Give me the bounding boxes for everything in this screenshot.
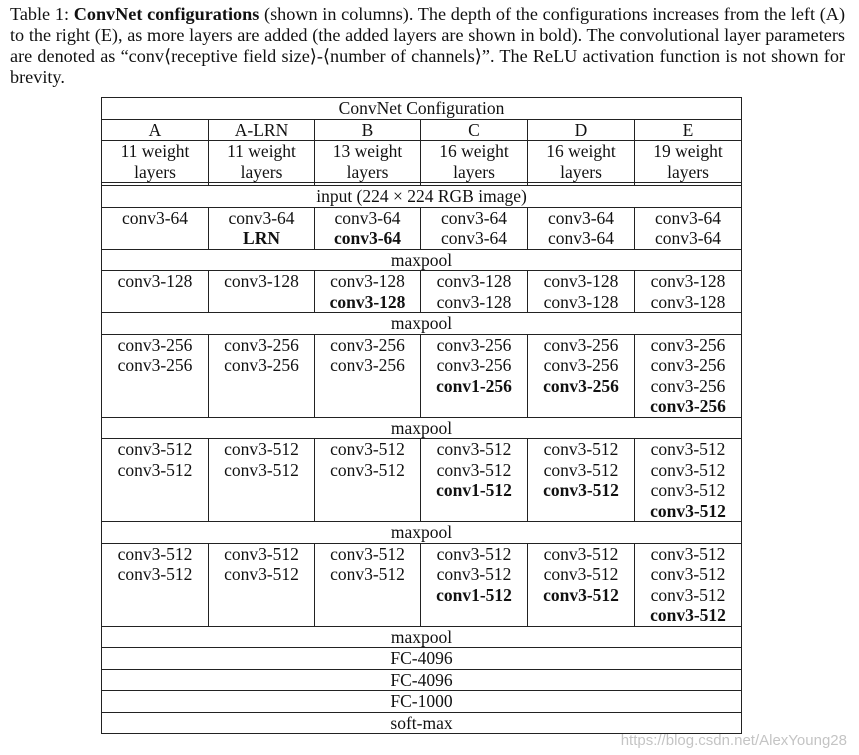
maxpool-layer: maxpool: [102, 417, 742, 439]
layer-cell: [315, 271, 421, 313]
maxpool-layer: maxpool: [102, 626, 742, 648]
classifier-layer: FC-4096: [102, 669, 742, 691]
layer: conv3-512: [543, 459, 619, 480]
layer: conv3-512: [543, 564, 619, 584]
layer-cell: [315, 439, 421, 522]
layer-cell: [209, 271, 315, 313]
layer: conv3-512: [224, 439, 299, 459]
added-layer: conv3-512: [650, 605, 726, 625]
depth-cell: [528, 141, 635, 183]
layer: conv3-128: [330, 271, 405, 291]
layer-block-row: [102, 334, 742, 417]
maxpool-layer-row: [102, 249, 742, 271]
layer: conv3-128: [650, 271, 726, 291]
layer-cell: [102, 207, 209, 249]
classifier-layer: FC-1000: [102, 691, 742, 713]
watermark: https://blog.csdn.net/AlexYoung28: [620, 732, 847, 749]
added-layer: conv3-512: [543, 584, 619, 605]
depth-cell: [209, 141, 315, 183]
layer-block-row: [102, 271, 742, 313]
layer: conv3-256: [436, 355, 512, 375]
column-name: A-LRN: [209, 119, 315, 141]
configuration-header-row: [102, 98, 742, 120]
layer-cell: [209, 207, 315, 249]
layer-cell: [528, 207, 635, 249]
layer-cell: [635, 207, 742, 249]
added-layer: conv3-64: [333, 228, 402, 248]
maxpool-layer: maxpool: [102, 313, 742, 335]
depth-line: 11 weight: [120, 141, 190, 161]
layer: conv3-512: [543, 543, 619, 564]
layer: conv3-512: [117, 564, 193, 584]
depth-line: layers: [240, 161, 283, 182]
layer: conv3-512: [224, 564, 299, 584]
layer: conv3-512: [436, 439, 512, 459]
layer: conv3-256: [650, 334, 726, 355]
layer: conv3-64: [547, 207, 615, 228]
layer: conv3-512: [224, 459, 299, 480]
maxpool-layer: maxpool: [102, 249, 742, 271]
layer-block-row: [102, 207, 742, 249]
maxpool-layer-row: [102, 417, 742, 439]
depth-line: 16 weight: [439, 141, 509, 161]
depth-line: layers: [346, 161, 389, 182]
layer-block-row: [102, 439, 742, 522]
layer-cell: [421, 271, 528, 313]
added-layer: conv1-512: [436, 480, 512, 500]
layer-cell: [528, 271, 635, 313]
caption-text: (shown in columns). The depth of the configurations increases from the left (A) to the right (E), as more layers are added (the added layers are shown in bold). The convolutional layer parameters are denoted as “conv⟨receptive field size⟩-⟨number of channels⟩”. The ReLU activation function is not shown for brevity.: [10, 4, 845, 87]
input-layer: input (224 × 224 RGB image): [102, 186, 742, 208]
depth-line: 19 weight: [653, 141, 723, 161]
classifier-layer: soft-max: [102, 712, 742, 734]
layer: conv3-128: [436, 291, 512, 312]
layer: conv3-64: [121, 207, 189, 228]
layer: conv3-256: [330, 355, 405, 375]
maxpool-layer: maxpool: [102, 522, 742, 544]
classifier-layer-row: [102, 669, 742, 691]
layer-cell: [209, 439, 315, 522]
layer-cell: [528, 543, 635, 626]
layer: conv3-512: [117, 439, 193, 459]
layer-cell: [315, 543, 421, 626]
layer: conv3-256: [117, 334, 193, 355]
layer: conv3-512: [650, 480, 726, 500]
layer: conv3-256: [117, 355, 193, 375]
layer-cell: [528, 439, 635, 522]
layer-cell: [421, 439, 528, 522]
classifier-layer: FC-4096: [102, 648, 742, 670]
layer: conv3-128: [650, 291, 726, 312]
layer: conv3-128: [543, 291, 619, 312]
layer: conv3-256: [436, 334, 512, 355]
layer: conv3-512: [543, 439, 619, 459]
layer-cell: [315, 334, 421, 417]
layer: conv3-512: [330, 459, 405, 480]
layer-cell: [635, 439, 742, 522]
depth-cell: [315, 141, 421, 183]
layer-cell: [209, 543, 315, 626]
layer: conv3-256: [224, 334, 299, 355]
layer: conv3-64: [334, 207, 401, 228]
layer-cell: [209, 334, 315, 417]
layer: conv3-128: [543, 271, 619, 291]
convnet-configuration-table: [101, 97, 742, 734]
maxpool-layer-row: [102, 522, 742, 544]
depth-cell: [635, 141, 742, 183]
layer-cell: [421, 207, 528, 249]
column-name: D: [528, 119, 635, 141]
depth-cell: [102, 141, 209, 183]
layer: conv3-512: [650, 459, 726, 480]
layer-cell: [528, 334, 635, 417]
classifier-layer-row: [102, 691, 742, 713]
layer-cell: [315, 207, 421, 249]
layer: conv3-512: [330, 543, 405, 564]
layer: conv3-256: [224, 355, 299, 375]
configuration-header: ConvNet Configuration: [102, 98, 742, 120]
layer: conv3-512: [436, 459, 512, 480]
added-layer: conv3-256: [543, 375, 619, 396]
column-name: A: [102, 119, 209, 141]
depth-line: 11 weight: [227, 141, 296, 161]
classifier-layer-row: [102, 712, 742, 734]
layer: conv3-64: [440, 207, 508, 228]
added-layer: conv3-512: [650, 500, 726, 521]
layer: conv3-64: [228, 207, 295, 228]
depth-line: 13 weight: [332, 141, 403, 161]
layer: conv3-128: [224, 271, 299, 291]
layer-cell: [102, 543, 209, 626]
layer: conv3-256: [650, 375, 726, 396]
depth-cell: [421, 141, 528, 183]
added-layer: conv1-256: [436, 375, 512, 396]
depth-line: layers: [667, 161, 709, 182]
layer: conv3-512: [650, 564, 726, 584]
table-caption: [10, 4, 845, 88]
classifier-layer-row: [102, 648, 742, 670]
layer: conv3-512: [117, 459, 193, 480]
caption-label: Table 1:: [10, 4, 69, 24]
depth-line: layers: [560, 161, 602, 182]
layer-cell: [635, 543, 742, 626]
layer-cell: [102, 334, 209, 417]
layer: conv3-512: [330, 439, 405, 459]
layer: conv3-128: [117, 271, 193, 291]
layer-cell: [102, 439, 209, 522]
layer-cell: [102, 271, 209, 313]
input-layer-row: [102, 186, 742, 208]
layer-cell: [635, 271, 742, 313]
table-body: [102, 98, 742, 734]
layer-cell: [421, 543, 528, 626]
depth-row: [102, 141, 742, 183]
layer: conv3-256: [330, 334, 405, 355]
added-layer: conv3-256: [650, 396, 726, 416]
layer: conv3-256: [543, 334, 619, 355]
layer: conv3-64: [440, 228, 508, 248]
layer-cell: [635, 334, 742, 417]
depth-line: 16 weight: [546, 141, 616, 161]
column-name-row: [102, 119, 742, 141]
layer: conv3-64: [547, 228, 615, 248]
column-name: C: [421, 119, 528, 141]
depth-line: layers: [134, 161, 176, 182]
layer: conv3-512: [224, 543, 299, 564]
layer: conv3-128: [436, 271, 512, 291]
layer: conv3-512: [650, 543, 726, 564]
layer-cell: [421, 334, 528, 417]
layer: conv3-64: [654, 207, 722, 228]
added-layer: conv1-512: [436, 584, 512, 605]
layer: conv3-512: [650, 584, 726, 605]
layer: conv3-512: [436, 543, 512, 564]
added-layer: conv3-128: [329, 291, 406, 312]
caption-title: ConvNet configurations: [73, 4, 260, 24]
layer: conv3-64: [654, 228, 722, 248]
layer: conv3-256: [543, 355, 619, 375]
layer: conv3-512: [330, 564, 405, 584]
depth-line: layers: [453, 161, 495, 182]
layer-block-row: [102, 543, 742, 626]
added-layer: LRN: [243, 228, 280, 248]
layer: conv3-512: [117, 543, 193, 564]
maxpool-layer-row: [102, 626, 742, 648]
maxpool-layer-row: [102, 313, 742, 335]
added-layer: conv3-512: [543, 480, 619, 500]
layer: conv3-256: [650, 355, 726, 375]
layer: conv3-512: [650, 439, 726, 459]
column-name: B: [315, 119, 421, 141]
layer: conv3-512: [436, 564, 512, 584]
column-name: E: [635, 119, 742, 141]
